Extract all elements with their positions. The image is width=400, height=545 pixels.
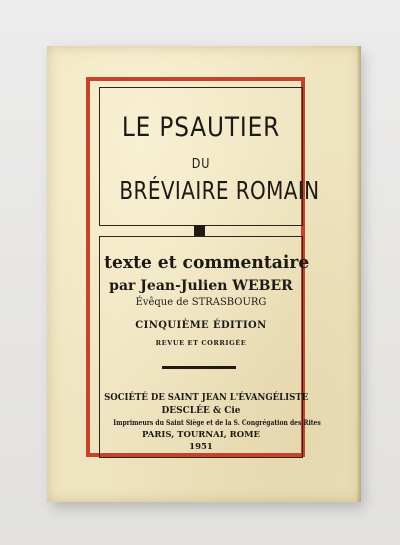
book-title-line1: LE PSAUTIER [121,112,281,143]
publisher-society: SOCIÉTÉ DE SAINT JEAN L'ÉVANGÉLISTE [104,393,309,403]
book-title-line2: BRÉVIAIRE ROMAIN [119,176,320,205]
panel-joint-square [194,225,205,236]
publisher-cities: PARIS, TOURNAI, ROME [142,430,260,440]
revision-label: REVUE ET CORRIGÉE [155,339,247,347]
separator-rule [162,366,236,369]
book-subtitle: texte et commentaire [104,252,310,273]
book-title-connector: DU [191,157,211,172]
publication-year: 1951 [189,442,213,452]
publisher-name: DESCLÉE & Cie [161,406,241,416]
author-role: Évêque de STRASBOURG [135,296,267,308]
edition-label: CINQUIÈME ÉDITION [135,320,267,331]
printers-line: Imprimeurs du Saint Siège et de la S. Congrégation des Rites [113,418,321,427]
book-spine-edge [357,46,361,502]
book-author: par Jean-Julien WEBER [109,278,293,294]
